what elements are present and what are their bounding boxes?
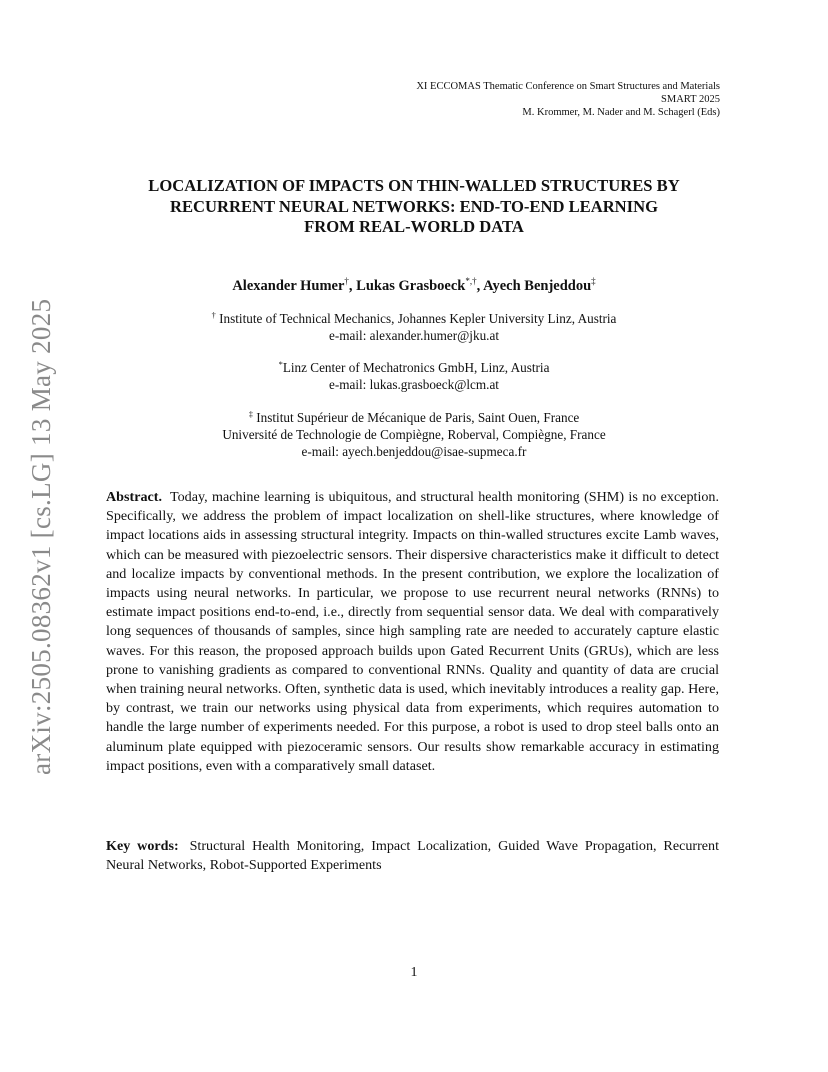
author-name: Lukas Grasboeck [356,278,466,294]
author-name: Ayech Benjeddou [483,278,592,294]
arxiv-identifier: arXiv:2505.08362v1 [cs.LG] 13 May 2025 [26,298,56,775]
affiliation-line [90,359,738,376]
affiliation-line [90,409,738,426]
conference-name: XI ECCOMAS Thematic Conference on Smart Structures and Materials [416,81,720,92]
author-separator: , [348,278,357,294]
affiliation-email: e-mail: lukas.grasboeck@lcm.at [329,377,499,392]
affiliation-mark: ‡ [248,409,253,419]
author-affiliation-mark: † [344,276,349,286]
affiliation-institution: Linz Center of Mechatronics GmbH, Linz, Austria [282,360,550,375]
affiliation-institution-2: Université de Technologie de Compiègne, Roberval, Compiègne, France [222,427,606,442]
keywords-text: Structural Health Monitoring, Impact Localization, Guided Wave Propagation, Recurrent Neural Networks, Robot-Supported Experiments [106,838,719,874]
conference-header [416,80,720,119]
affiliation-mark: * [278,359,283,369]
title-line: FROM REAL-WORLD DATA [304,217,524,236]
affiliation-block [90,409,738,460]
affiliation-institution: Institute of Technical Mechanics, Johannes Kepler University Linz, Austria [215,311,617,326]
affiliation-block [90,310,738,344]
author-separator: , [476,278,484,294]
author-list [90,278,738,295]
affiliation-institution: Institut Supérieur de Mécanique de Paris, Saint Ouen, France [252,410,580,425]
conference-short-name: SMART 2025 [661,94,720,105]
title-line: LOCALIZATION OF IMPACTS ON THIN-WALLED STRUCTURES BY [148,176,680,195]
title-line: RECURRENT NEURAL NETWORKS: END-TO-END LEARNING [169,196,659,216]
paper-title [90,176,738,238]
affiliation-block [90,359,738,393]
affiliation-mark: † [211,310,216,320]
affiliation-email: e-mail: alexander.humer@jku.at [329,328,499,343]
conference-editors: M. Krommer, M. Nader and M. Schagerl (Eds) [522,107,720,118]
abstract-text: Today, machine learning is ubiquitous, and structural health monitoring (SHM) is no exception. Specifically, we address the problem of impact localization on shell-like structures, where knowledge of impact locations aids in assessing structural integrity. Impacts on thin-walled structures excite Lamb waves, which can be measured with piezoelectric sensors. Their dispersive characteristics make it difficult to detect and localize impacts by conventional methods. In the present contribution, we explore the localization of impacts using neural networks. In particular, we propose to use recurrent neural networks (RNNs) to estimate impact positions end-to-end, i.e., directly from sequential sensor data. We deal with comparatively long sequences of thousands of samples, since high sampling rate are needed to accurately capture elastic waves. For this reason, the proposed approach builds upon Gated Recurrent Units (GRUs), which are less prone to vanishing gradients as compared to conventional RNNs. Quality and quantity of data are crucial when training neural networks. Often, synthetic data is used, which inevitably introduces a reality gap. Here, by contrast, we train our networks using physical data from experiments, which requires automation to handle the large number of experiments needed. For this purpose, a robot is used to drop steel balls onto an aluminum plate equipped with piezoceramic sensors. Our results show remarkable accuracy in estimating impact positions, even with a comparatively small dataset. [106,489,719,774]
keywords-label: Key words: [106,838,179,854]
keywords-section [106,837,719,875]
author-affiliation-mark: *,† [465,276,477,286]
affiliation-line [90,310,738,327]
author-affiliation-mark: ‡ [591,276,596,286]
abstract-label: Abstract. [106,489,162,505]
affiliation-email: e-mail: ayech.benjeddou@isae-supmeca.fr [301,444,527,459]
author-name: Alexander Humer [232,278,345,294]
page-number: 1 [410,965,418,980]
abstract-section [106,488,719,776]
